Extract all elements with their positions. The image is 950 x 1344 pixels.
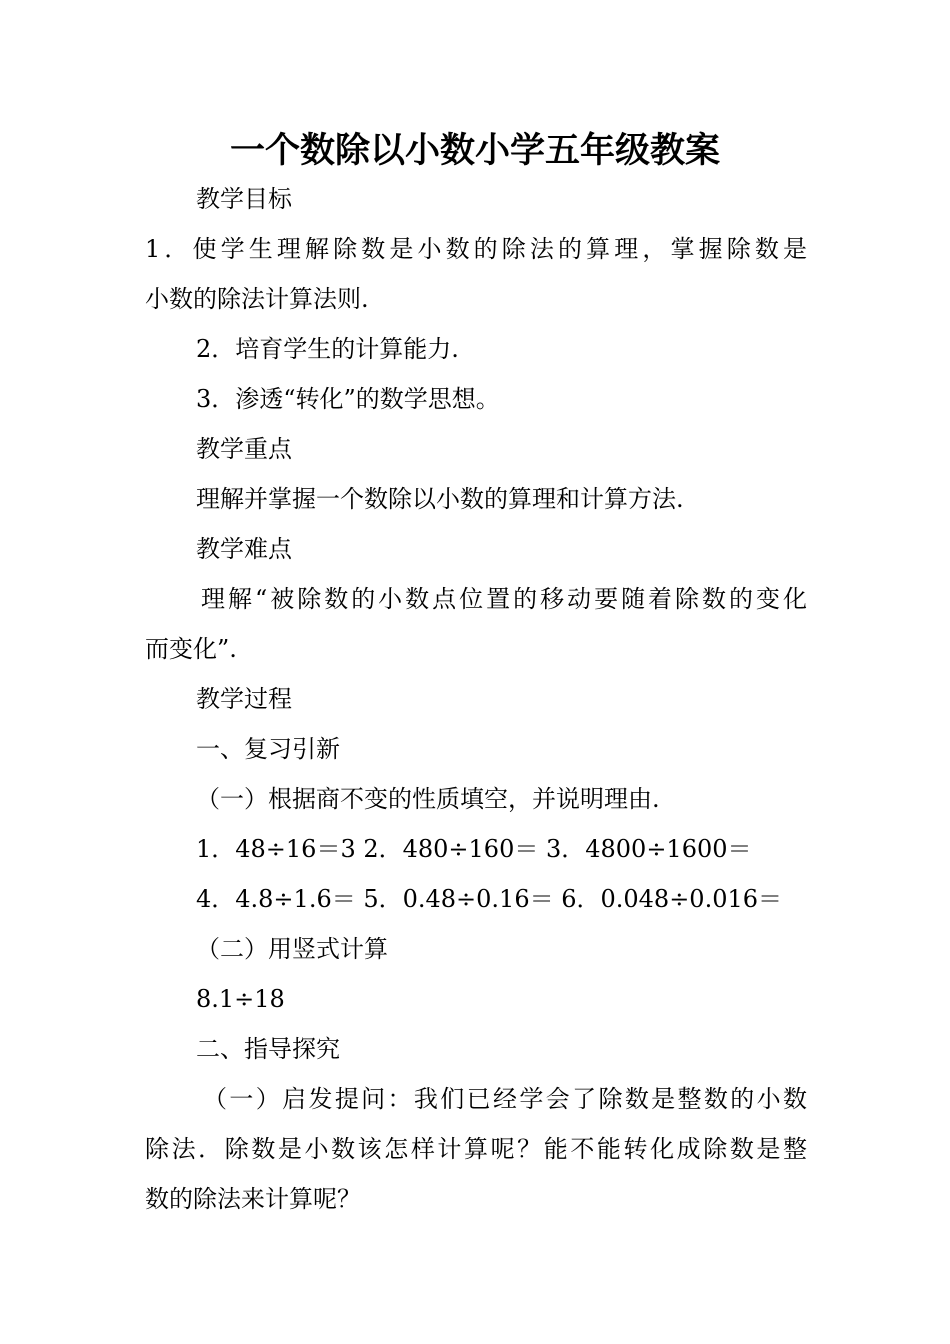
section-guided-inquiry: 二、指导探究 [196,1035,340,1063]
document-title: 一个数除以小数小学五年级教案 [229,131,720,171]
inquiry-line-3: 数的除法来计算呢？ [145,1185,361,1213]
difficulties-line-1: 理解“被除数的小数点位置的移动要随着除数的变化 [201,585,807,613]
heading-teaching-process: 教学过程 [196,685,292,713]
goal-2: 2．培育学生的计算能力. [196,335,459,363]
exercise-row-1: 1．48÷16＝3 2．480÷160＝ 3．4800÷1600＝ [196,835,752,863]
heading-teaching-goals: 教学目标 [196,185,292,213]
review-part-2: （二）用竖式计算 [196,935,388,963]
inquiry-line-2: 除法．除数是小数该怎样计算呢？能不能转化成除数是整 [145,1135,807,1163]
goal-1-line-1: 1．使学生理解除数是小数的除法的算理，掌握除数是 [145,235,807,263]
inquiry-line-1: （一）启发提问：我们已经学会了除数是整数的小数 [203,1085,807,1113]
key-points-text: 理解并掌握一个数除以小数的算理和计算方法. [196,485,684,513]
heading-key-points: 教学重点 [196,435,292,463]
vertical-calculation: 8.1÷18 [196,985,285,1013]
goal-1-line-2: 小数的除法计算法则. [145,285,369,313]
exercise-row-2: 4．4.8÷1.6＝ 5．0.48÷0.16＝ 6．0.048÷0.016＝ [196,885,783,913]
heading-difficulties: 教学难点 [196,535,292,563]
review-part-1: （一）根据商不变的性质填空，并说明理由. [196,785,660,813]
goal-3: 3．渗透“转化”的数学思想。 [196,385,500,413]
difficulties-line-2: 而变化”. [145,635,237,663]
section-review: 一、复习引新 [196,735,340,763]
